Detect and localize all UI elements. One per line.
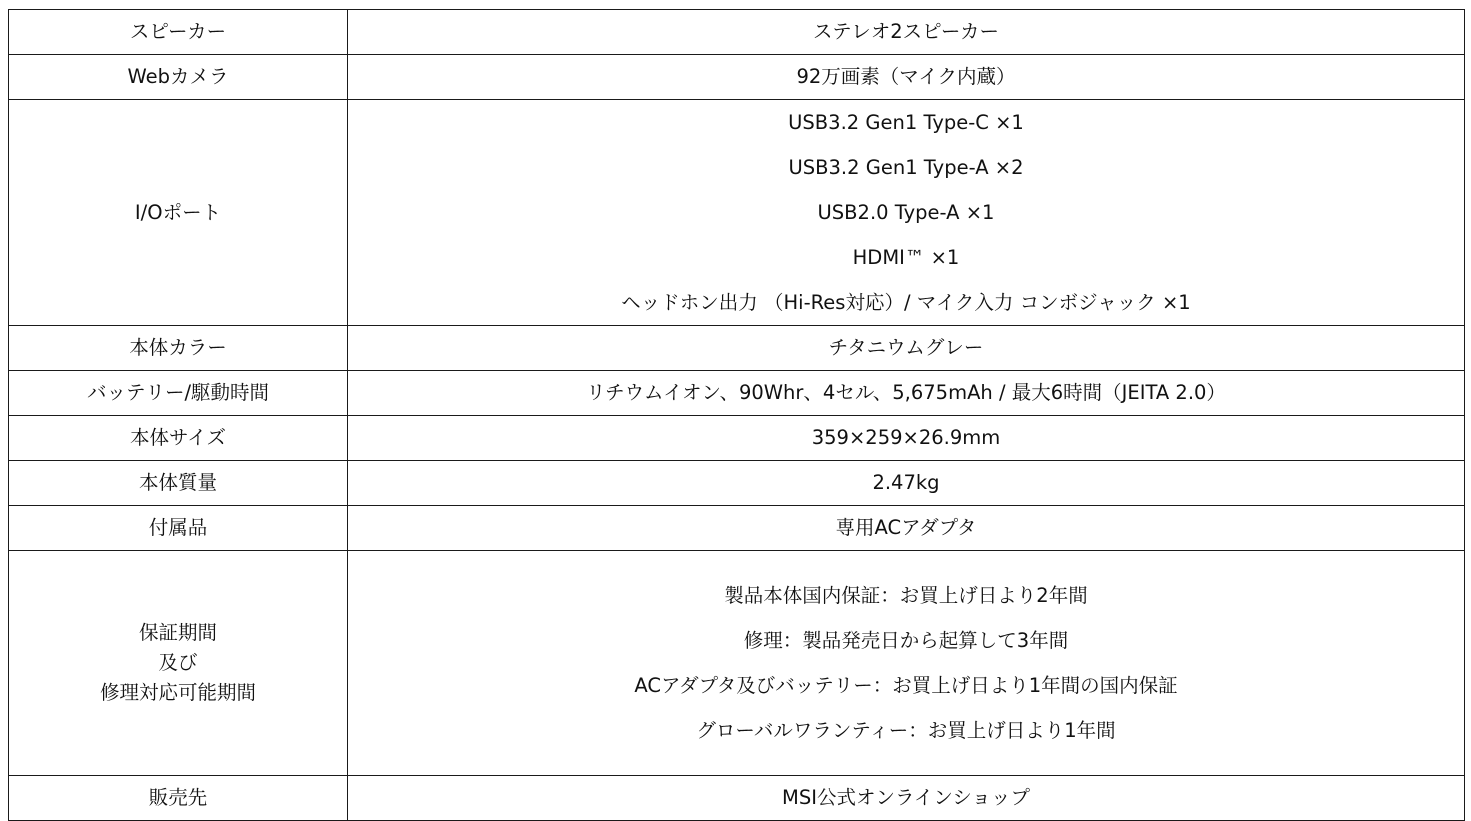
row-label	[9, 416, 348, 461]
row-value-line: 製品本体国内保証：お買上げ日より2年間	[724, 584, 1088, 607]
row-value-line: グローバルワランティー：お買上げ日より1年間	[696, 719, 1116, 742]
row-label-text: 修理対応可能期間	[99, 681, 256, 704]
row-value-line: HDMI™ ×1	[852, 246, 960, 269]
row-value-text: リチウムイオン、90Whr、4セル、5,675mAh / 最大6時間（JEITA 2.0）	[586, 381, 1226, 404]
table-row	[9, 551, 1465, 776]
row-value	[348, 506, 1465, 551]
row-label	[9, 55, 348, 100]
row-label	[9, 326, 348, 371]
row-label	[9, 371, 348, 416]
row-value	[348, 416, 1465, 461]
row-label	[9, 10, 348, 55]
table-row	[9, 371, 1465, 416]
row-label-text: バッテリー/駆動時間	[86, 381, 270, 404]
row-value-text: ステレオ2スピーカー	[813, 20, 999, 43]
row-label	[9, 776, 348, 821]
row-value-text: 359×259×26.9mm	[811, 426, 1001, 449]
row-label-text: 本体質量	[138, 471, 217, 494]
row-value	[348, 326, 1465, 371]
row-label-text: 付属品	[148, 516, 208, 539]
row-label-text: スピーカー	[129, 20, 227, 43]
row-value-text: チタニウムグレー	[828, 336, 984, 359]
table-row	[9, 100, 1465, 326]
table-row	[9, 326, 1465, 371]
row-value-line: ACアダプタ及びバッテリー：お買上げ日より1年間の国内保証	[634, 674, 1178, 697]
spec-table	[8, 9, 1465, 821]
row-label-text: I/Oポート	[134, 200, 222, 224]
row-value-line: USB3.2 Gen1 Type-A ×2	[788, 156, 1024, 179]
table-row	[9, 416, 1465, 461]
table-row	[9, 461, 1465, 506]
row-label-text: 本体カラー	[129, 336, 227, 359]
table-row	[9, 506, 1465, 551]
row-value-line: USB3.2 Gen1 Type-C ×1	[788, 111, 1024, 134]
row-label-text: 販売先	[148, 786, 208, 809]
row-label-text: 保証期間	[138, 621, 217, 644]
row-value-line: ヘッドホン出力 （Hi-Res対応）/ マイク入力 コンボジャック ×1	[621, 291, 1191, 314]
table-row	[9, 55, 1465, 100]
row-label-text: 及び	[158, 651, 198, 674]
row-label-text: Webカメラ	[127, 65, 229, 88]
table-row	[9, 10, 1465, 55]
row-label	[9, 506, 348, 551]
row-value	[348, 776, 1465, 821]
row-label	[9, 461, 348, 506]
row-value-line: USB2.0 Type-A ×1	[817, 201, 995, 224]
row-value-text: 92万画素（マイク内蔵）	[796, 65, 1016, 88]
row-value-line: 修理：製品発売日から起算して3年間	[743, 629, 1069, 652]
row-label	[9, 100, 348, 326]
row-value	[348, 551, 1465, 776]
table-row	[9, 776, 1465, 821]
row-value	[348, 371, 1465, 416]
row-value	[348, 55, 1465, 100]
row-value-text: 2.47kg	[872, 471, 940, 494]
row-label	[9, 551, 348, 776]
row-value	[348, 461, 1465, 506]
row-value	[348, 100, 1465, 326]
row-value-text: 専用ACアダプタ	[835, 516, 977, 539]
row-label-text: 本体サイズ	[130, 426, 226, 449]
row-value-text: MSI公式オンラインショップ	[782, 786, 1030, 809]
row-value	[348, 10, 1465, 55]
